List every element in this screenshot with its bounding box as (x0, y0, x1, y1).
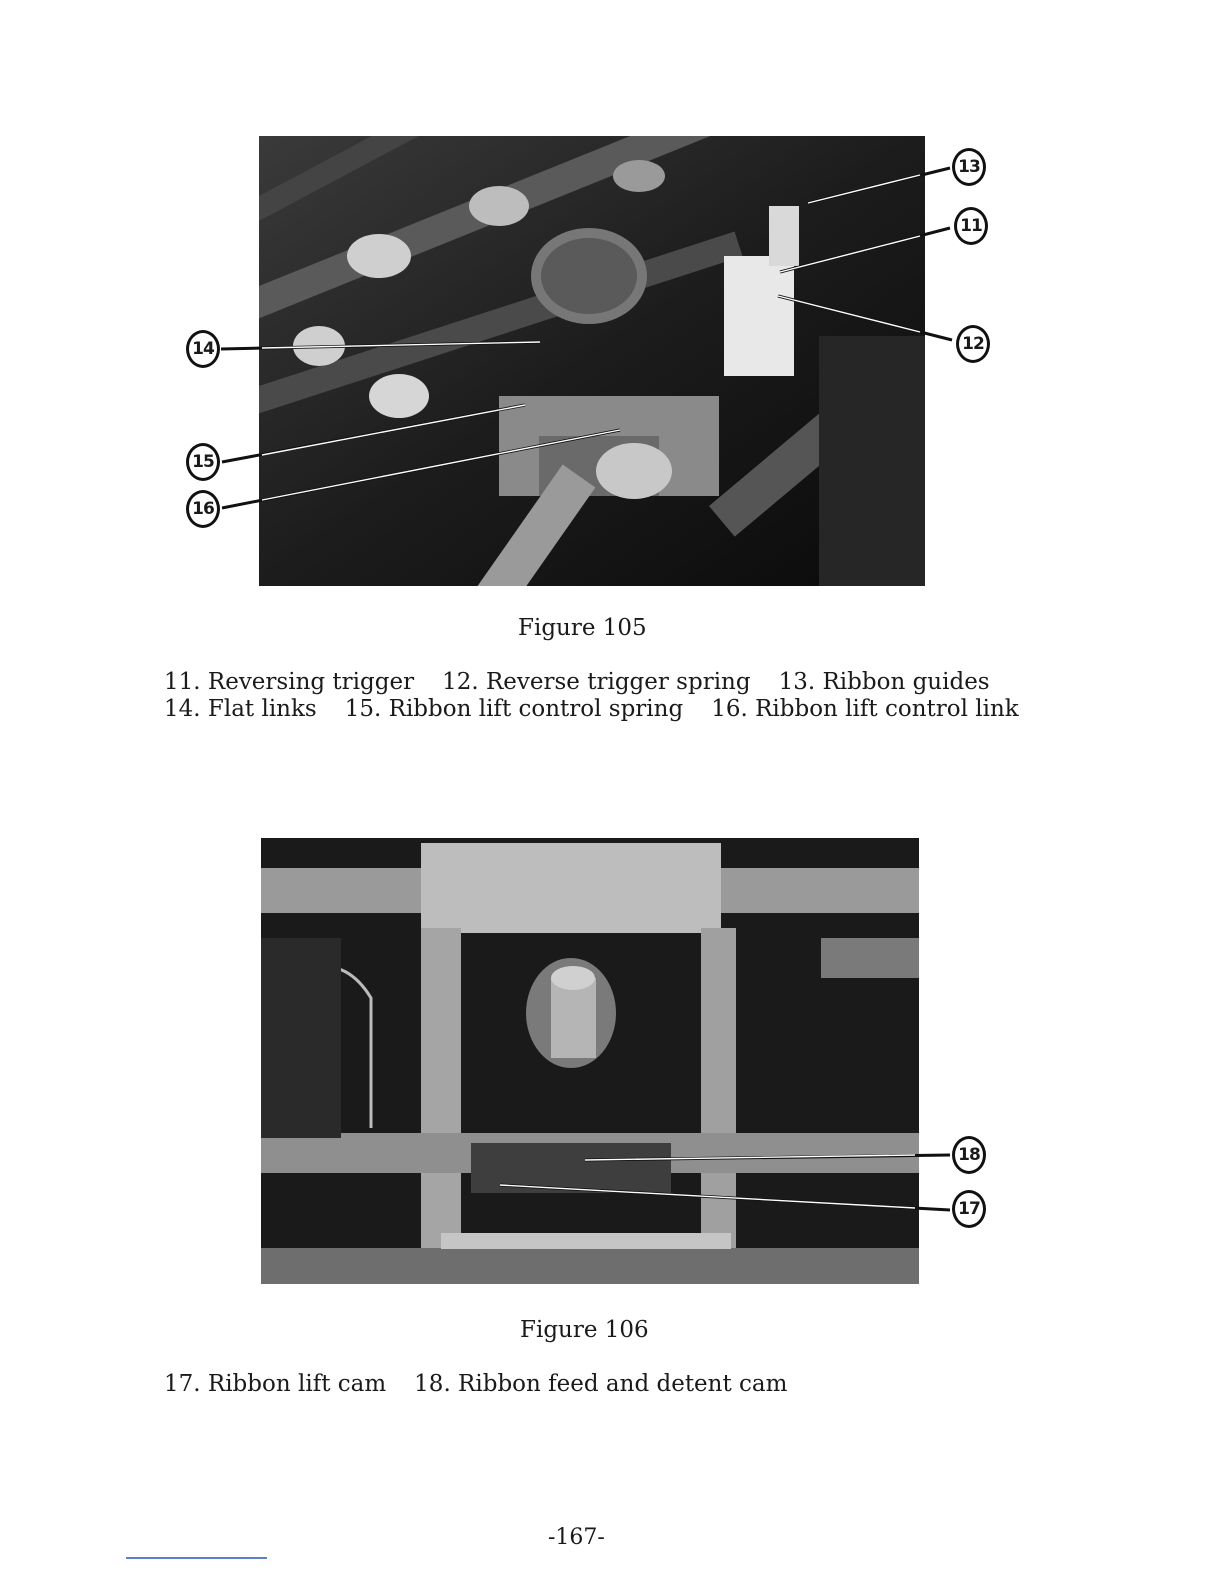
figure-105-legend-line-2 (164, 696, 1047, 722)
figure-106-caption: Figure 106 (520, 1317, 649, 1343)
legend-item-18: 18. Ribbon feed and detent cam (414, 1371, 788, 1397)
figure-105-caption: Figure 105 (518, 615, 647, 641)
callout-16: 16 (186, 490, 220, 528)
callout-14: 14 (186, 330, 220, 368)
legend-item-14: 14. Flat links (164, 696, 317, 722)
legend-item-12: 12. Reverse trigger spring (442, 669, 751, 695)
callout-15: 15 (186, 443, 220, 481)
callout-17: 17 (952, 1190, 986, 1228)
callout-11: 11 (954, 207, 988, 245)
callout-12: 12 (956, 325, 990, 363)
figure-105-photo (259, 136, 925, 586)
page-number: -167- (548, 1525, 605, 1550)
callout-18: 18 (952, 1136, 986, 1174)
legend-item-15: 15. Ribbon lift control spring (344, 696, 684, 722)
legend-item-13: 13. Ribbon guides (778, 669, 990, 695)
legend-item-17: 17. Ribbon lift cam (164, 1371, 387, 1397)
figure-105-legend-line-1 (164, 669, 1018, 695)
callout-13: 13 (952, 148, 986, 186)
legend-item-11: 11. Reversing trigger (164, 669, 415, 695)
ribbon-cam-mechanism-image (261, 838, 919, 1284)
legend-item-16: 16. Ribbon lift control link (711, 696, 1019, 722)
figure-106-legend-line-1 (164, 1371, 815, 1397)
figure-106-photo (261, 838, 919, 1284)
footer-rule (126, 1557, 267, 1559)
typewriter-mechanism-image (259, 136, 925, 586)
